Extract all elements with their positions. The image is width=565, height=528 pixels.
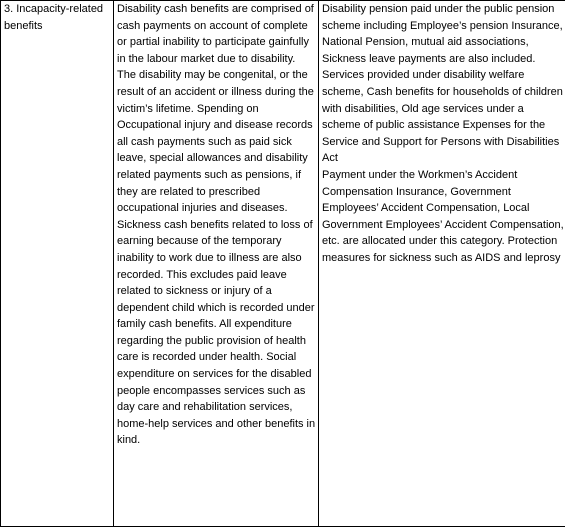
category-label: 3. Incapacity-related benefits <box>4 3 104 32</box>
description-cell <box>114 1 319 527</box>
programs-paragraph-1: Disability pension paid under the public pension scheme including Employee’s pension Insurance, National Pension, mutual aid associations, Sickness leave payments are also included. Services provided under disability welfare scheme, Cash benefits for households of children with disabilities, Old age services under a scheme of public assistance Expenses for the Service and Support for Persons with Disabilities Act <box>322 3 563 165</box>
programs-paragraph-2: Payment under the Workmen’s Accident Compensation Insurance, Government Employees’ Accident Compensation, Local Government Employees’ Accident Compensation, etc. are allocated under this category. Protection measures for sickness such as AIDS and leprosy <box>322 168 564 264</box>
category-cell <box>1 1 114 527</box>
programs-cell <box>319 1 565 527</box>
table-row <box>1 1 565 527</box>
description-text: Disability cash benefits are comprised of cash payments on account of complete or partial inability to participate gainfully in the labour market due to disability. The disability may be congenital, or the result of an accident or illness during the victim’s lifetime. Spending on Occupational injury and disease records all cash payments such as paid sick leave, special allowances and disability related payments such as pensions, if they are related to prescribed occupational injuries and diseases. Sickness cash benefits related to loss of earning because of the temporary inability to work due to illness are also recorded. This excludes paid leave related to sickness or injury of a dependent child which is recorded under family cash benefits. All expenditure regarding the public provision of health care is recorded under health. Social expenditure on services for the disabled people encompasses services such as day care and rehabilitation services, home-help services and other benefits in kind. <box>117 3 316 447</box>
